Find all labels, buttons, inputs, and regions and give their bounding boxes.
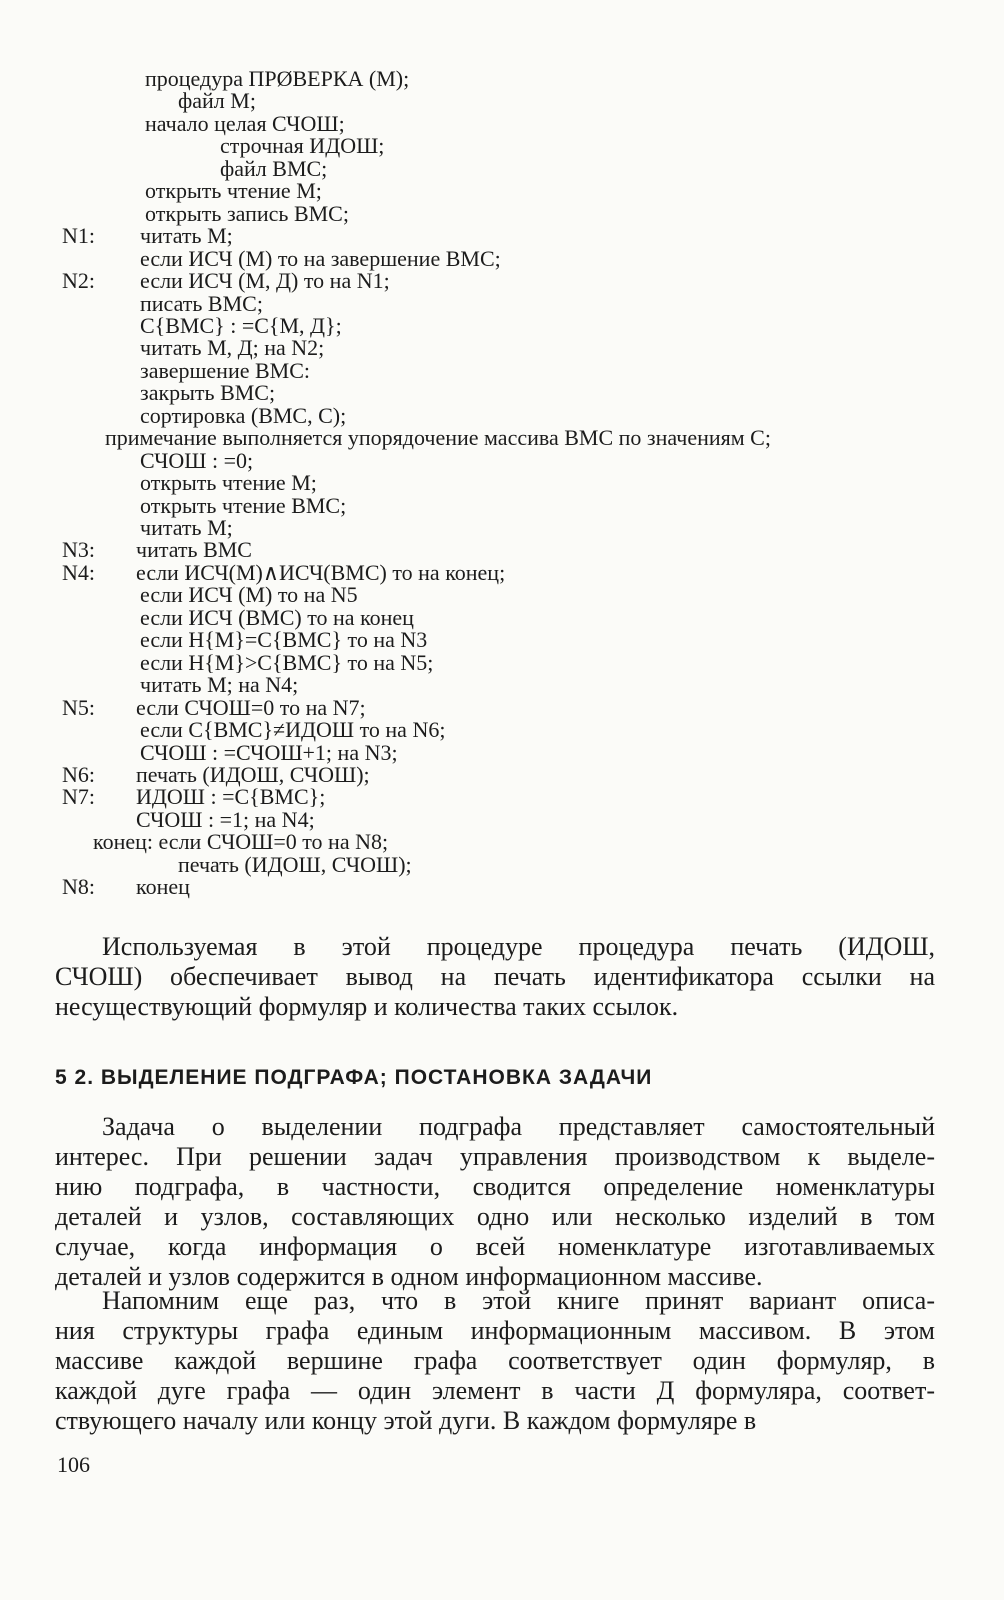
code-line-text: читать М; на N4; (140, 672, 299, 698)
code-line-text: если ИСЧ (ВМС) то на конец (140, 604, 414, 630)
code-line-text: конец (136, 874, 190, 900)
paragraph-task-statement (55, 1112, 935, 1292)
code-line-text: открыть чтение ВМС; (140, 492, 347, 518)
text-line: деталей и узлов, составляющих одно или несколько изделий в том (55, 1202, 935, 1231)
code-line-text: файл М; (178, 88, 256, 114)
code-line-text: файл ВМС; (220, 155, 328, 181)
code-line-text: СЧОШ : =0; (140, 447, 254, 473)
code-line-text: сортировка (ВМС, С); (140, 402, 347, 428)
code-line-text: открыть запись ВМС; (145, 200, 349, 226)
page-number: 106 (57, 1452, 90, 1477)
code-line-text: читать ВМС (136, 537, 252, 563)
code-line-text: писать ВМС; (140, 290, 263, 316)
code-line-text: СЧОШ : =СЧОШ+1; на N3; (140, 739, 398, 765)
text-line: Используемая в этой процедуре процедура печать (ИДОШ, (102, 932, 935, 961)
code-line-text: если СЧОШ=0 то на N7; (136, 694, 366, 720)
code-line-text: процедура ПРØВЕРКА (М); (145, 66, 410, 91)
code-line-text: открыть чтение М; (145, 178, 322, 204)
code-line-text: примечание выполняется упорядочение массива ВМС по значениям С; (105, 425, 771, 451)
text-line: массиве каждой вершине графа соответствует один формуляр, в (55, 1346, 935, 1375)
section-heading: 5 2. ВЫДЕЛЕНИЕ ПОДГРАФА; ПОСТАНОВКА ЗАДАЧИ (55, 1066, 653, 1089)
code-line-text: начало целая СЧОШ; (145, 110, 345, 136)
text-line: ния структуры графа единым информационным массивом. В этом (55, 1316, 935, 1345)
code-line-text: С{ВМС} : =С{М, Д}; (140, 312, 342, 338)
code-line-text: если Н{М}=С{ВМС} то на N3 (140, 627, 428, 653)
text-line: случае, когда информация о всей номенклатуре изготавливаемых (55, 1232, 935, 1261)
code-line-text: завершение ВМС: (140, 357, 311, 383)
code-line-text: закрыть ВМС; (140, 380, 276, 406)
code-line-text: если С{ВМС}≠ИДОШ то на N6; (140, 717, 446, 743)
code-line-text: печать (ИДОШ, СЧОШ); (178, 851, 412, 877)
text-line: деталей и узлов содержится в одном информационном массиве. (55, 1262, 763, 1291)
code-line-label: N3: (62, 537, 95, 563)
text-line: СЧОШ) обеспечивает вывод на печать идентификатора ссылки на (55, 962, 935, 991)
code-line-text: если ИСЧ(М)∧ИСЧ(ВМС) то на конец; (136, 559, 506, 585)
code-line-label: N8: (62, 874, 95, 900)
code-line-text: если ИСЧ (М) то на N5 (140, 582, 358, 608)
text-line: Задача о выделении подграфа представляет самостоятельный (102, 1112, 935, 1141)
text-line: нию подграфа, в частности, сводится определение номенклатуры (55, 1172, 935, 1201)
paragraph-print-procedure (55, 932, 935, 1022)
text-line: Напомним еще раз, что в этой книге принят вариант описа- (102, 1286, 935, 1315)
code-line-label: N6: (62, 761, 95, 787)
code-line-label: N2: (62, 268, 95, 294)
code-line-text: открыть чтение М; (140, 470, 317, 496)
text-line: интерес. При решении задач управления производством к выделе- (55, 1142, 935, 1171)
code-line-label: N4: (62, 559, 95, 585)
text-line: каждой дуге графа — один элемент в части Д формуляра, соответ- (55, 1376, 935, 1405)
code-line-label: N5: (62, 694, 95, 720)
paragraph-graph-structure (55, 1286, 935, 1436)
code-line-text: СЧОШ : =1; на N4; (136, 806, 315, 832)
code-line-text: ИДОШ : =С{ВМС}; (136, 784, 326, 810)
text-line: несуществующий формуляр и количества таких ссылок. (55, 992, 679, 1021)
code-line-text: строчная ИДОШ; (220, 133, 385, 159)
code-line-text: если Н{М}>С{ВМС} то на N5; (140, 649, 434, 675)
code-line-text: если ИСЧ (М) то на завершение ВМС; (140, 245, 501, 271)
code-line-label: N7: (62, 784, 95, 810)
code-line-text: читать М, Д; на N2; (140, 335, 325, 361)
code-line-text: читать М; (140, 515, 233, 540)
code-line-text: печать (ИДОШ, СЧОШ); (136, 761, 370, 787)
code-line-label: N1: (62, 223, 95, 249)
code-line-text: конец: если СЧОШ=0 то на N8; (93, 829, 389, 855)
code-line-text: читать М; (140, 223, 233, 249)
text-line: ствующего началу или концу этой дуги. В каждом формуляре в (55, 1406, 757, 1435)
code-line-text: если ИСЧ (М, Д) то на N1; (140, 268, 390, 294)
